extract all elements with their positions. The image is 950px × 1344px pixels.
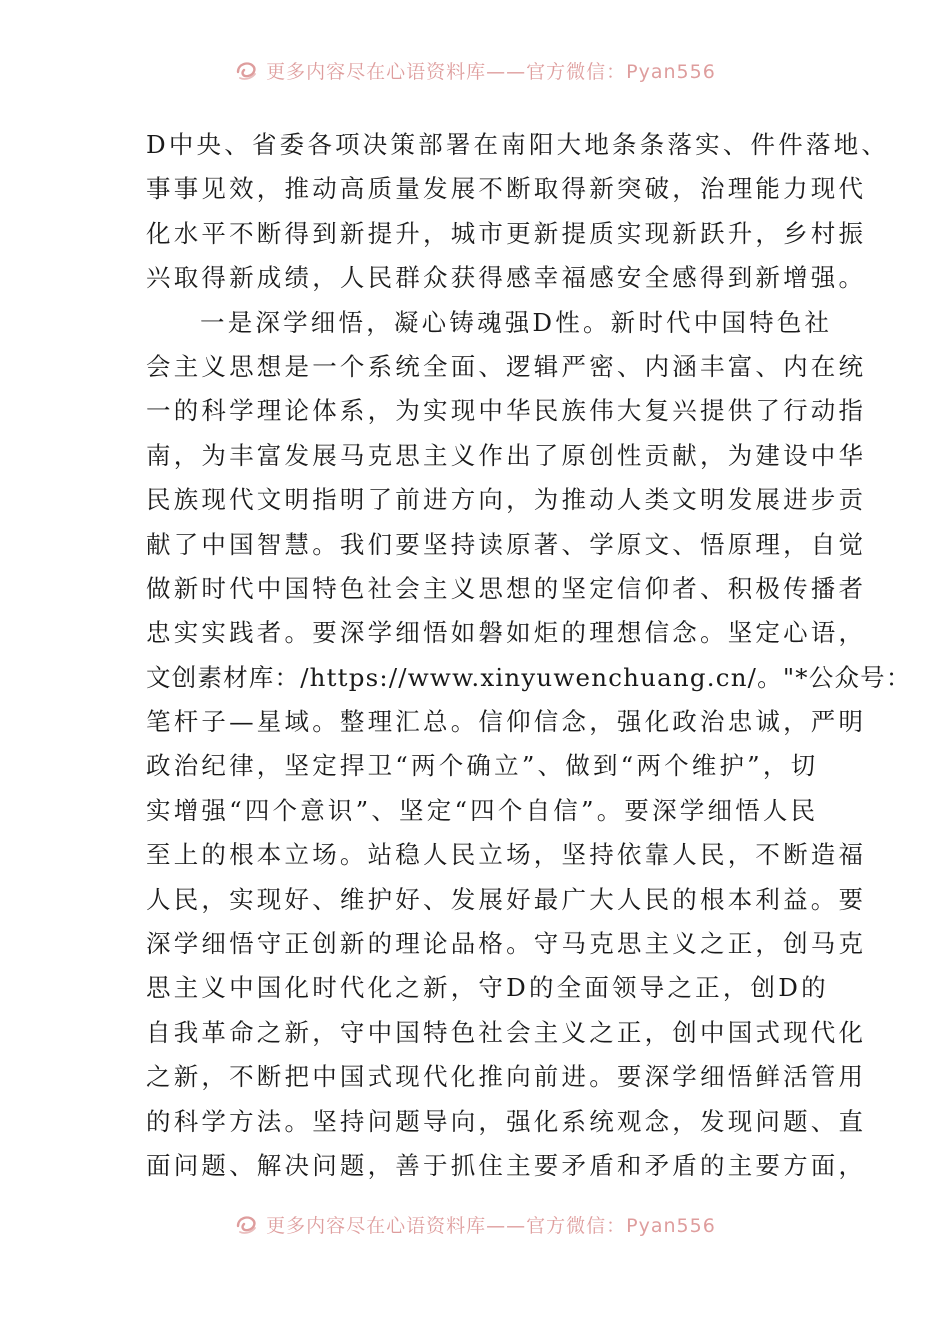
- body-line: 化水平不断得到新提升，城市更新提质实现新跃升，乡村振: [146, 218, 867, 248]
- body-line: 民族现代文明指明了前进方向，为推动人类文明发展进步贡: [146, 485, 867, 515]
- body-line: 深学细悟守正创新的理论品格。守马克思主义之正，创马克: [146, 929, 867, 959]
- document-body: [146, 123, 912, 1188]
- paragraph-start-line: 一是深学细悟，凝心铸魂强D性。新时代中国特色社: [200, 307, 833, 337]
- body-line: 会主义思想是一个系统全面、逻辑严密、内涵丰富、内在统: [146, 351, 867, 381]
- body-line: 政治纪律，坚定捍卫“两个确立”、做到“两个维护”，切: [146, 751, 819, 781]
- body-line: D中央、省委各项决策部署在南阳大地条条落实、件件落地、: [146, 130, 890, 159]
- watermark-text: 更多内容尽在心语资料库——官方微信：Pyan556: [266, 60, 716, 83]
- body-line: 做新时代中国特色社会主义思想的坚定信仰者、积极传播者: [146, 573, 867, 603]
- body-line: 事事见效，推动高质量发展不断取得新突破，治理能力现代: [146, 174, 867, 204]
- body-line: 南，为丰富发展马克思主义作出了原创性贡献，为建设中华: [146, 440, 867, 470]
- body-line: 人民，实现好、维护好、发展好最广大人民的根本利益。要: [146, 884, 867, 914]
- footer-watermark: [0, 1204, 950, 1244]
- body-line: 的科学方法。坚持问题导向，强化系统观念，发现问题、直: [146, 1106, 867, 1136]
- body-line: 兴取得新成绩，人民群众获得感幸福感安全感得到新增强。: [146, 263, 867, 293]
- body-line: 笔杆子—星域。整理汇总。信仰信念，强化政治忠诚，严明: [146, 707, 867, 737]
- body-line: 实增强“四个意识”、坚定“四个自信”。要深学细悟人民: [146, 795, 819, 825]
- body-line: 一的科学理论体系，为实现中华民族伟大复兴提供了行动指: [146, 396, 867, 426]
- body-line: 思主义中国化时代化之新，守D的全面领导之正，创D的: [146, 973, 829, 1003]
- body-line: 之新，不断把中国式现代化推向前进。要深学细悟鲜活管用: [146, 1062, 867, 1092]
- body-line: 献了中国智慧。我们要坚持读原著、学原文、悟原理，自觉: [146, 529, 867, 559]
- body-line-url: 文创素材库：/https://www.xinyuwenchuang.cn/。"*公众号：: [146, 662, 912, 692]
- body-line: 至上的根本立场。站稳人民立场，坚持依靠人民，不断造福: [146, 840, 867, 870]
- watermark-text: 更多内容尽在心语资料库——官方微信：Pyan556: [266, 1214, 716, 1237]
- swirl-logo-icon: [234, 58, 258, 82]
- swirl-logo-icon: [234, 1212, 258, 1236]
- body-line: 忠实实践者。要深学细悟如磐如炬的理想信念。坚定心语，: [146, 618, 867, 648]
- header-watermark: [0, 50, 950, 90]
- body-line: 面问题、解决问题，善于抓住主要矛盾和矛盾的主要方面，: [146, 1150, 867, 1180]
- body-line: 自我革命之新，守中国特色社会主义之正，创中国式现代化: [146, 1017, 867, 1047]
